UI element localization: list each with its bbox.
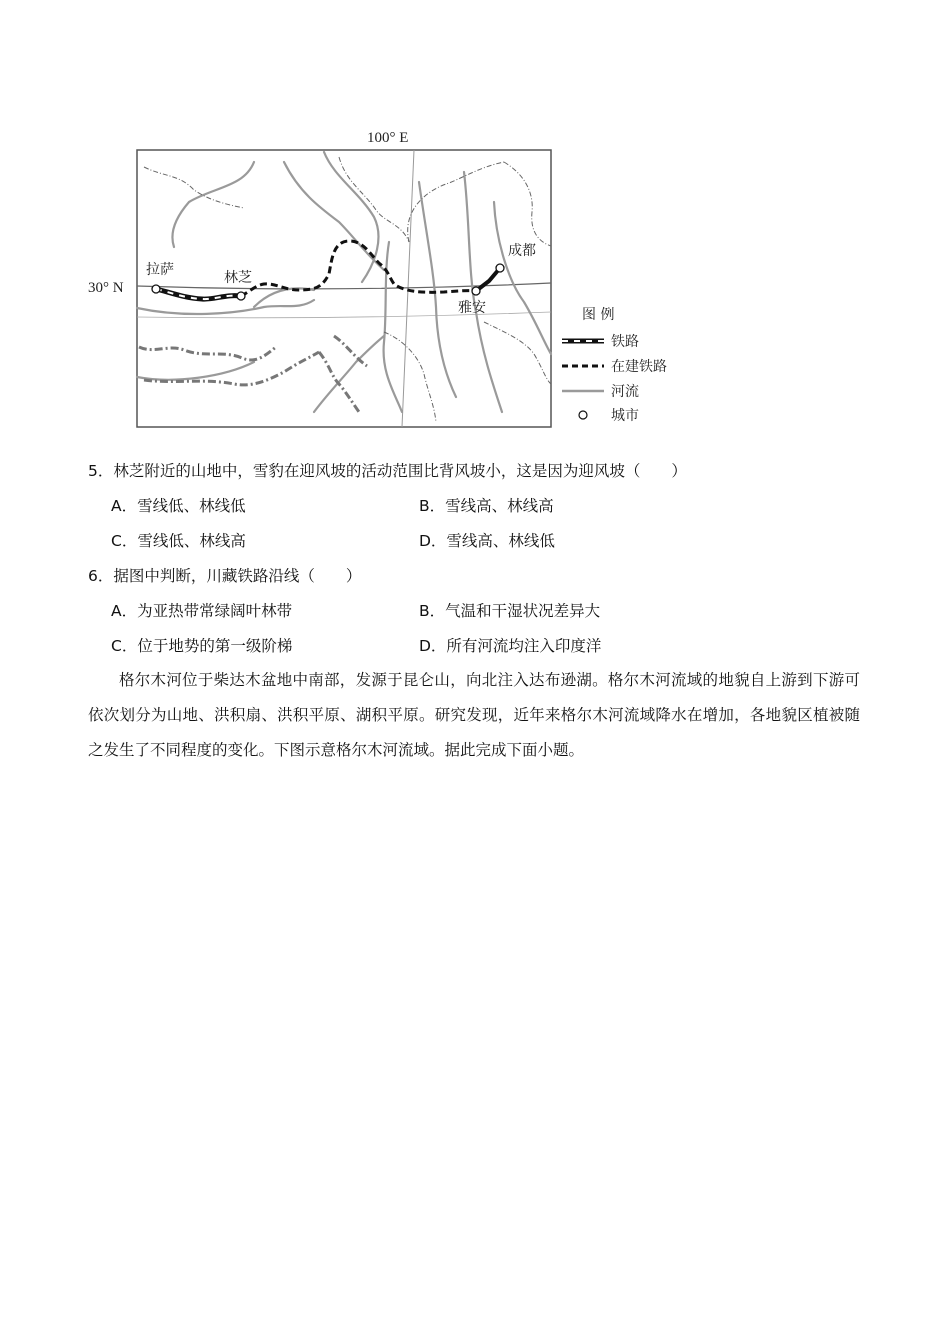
question-5-option-d[interactable]: D．雪线高、林线低 <box>419 532 555 550</box>
legend-railway: 铁路 <box>611 334 639 350</box>
city-lhasa <box>152 285 160 293</box>
question-5-option-c[interactable]: C．雪线低、林线高 <box>111 532 246 550</box>
city-nyingchi <box>237 292 245 300</box>
map-legend <box>562 307 667 424</box>
railway-map-figure <box>84 122 684 432</box>
label-nyingchi: 林芝 <box>224 270 252 286</box>
question-5-option-b[interactable]: B．雪线高、林线高 <box>419 497 554 515</box>
question-5-option-a[interactable]: A．雪线低、林线低 <box>111 497 246 515</box>
label-chengdu: 成都 <box>508 243 536 259</box>
question-5-stem: 5．林芝附近的山地中，雪豹在迎风坡的活动范围比背风坡小，这是因为迎风坡（ ） <box>88 462 687 480</box>
question-6-option-a[interactable]: A．为亚热带常绿阔叶林带 <box>111 602 293 620</box>
reading-passage: 格尔木河位于柴达木盆地中南部，发源于昆仑山，向北注入达布逊湖。格尔木河流域的地貌自上游到下游可依次划分为山地、洪积扇、洪积平原、湖积平原。研究发现，近年来格尔木河流域降水在增加，各地貌区植被随之发生了不同程度的变化。下图示意格尔木河流域。据此完成下面小题。 <box>88 671 860 759</box>
city-chengdu <box>496 264 504 272</box>
legend-city: 城市 <box>611 408 639 424</box>
legend-railway-under-construction: 在建铁路 <box>611 359 667 375</box>
question-6-option-d[interactable]: D．所有河流均注入印度洋 <box>419 637 602 655</box>
question-6-option-b[interactable]: B．气温和干湿状况差异大 <box>419 602 601 620</box>
meridian-label: 100° E <box>367 130 409 146</box>
label-lhasa: 拉萨 <box>146 262 174 278</box>
legend-river: 河流 <box>611 384 639 400</box>
parallel-label: 30° N <box>88 280 124 296</box>
city-yaan <box>472 287 480 295</box>
question-6-option-c[interactable]: C．位于地势的第一级阶梯 <box>111 637 293 655</box>
label-yaan: 雅安 <box>458 300 486 316</box>
question-6-stem: 6．据图中判断，川藏铁路沿线（ ） <box>88 567 362 585</box>
legend-title: 图 例 <box>582 307 615 323</box>
